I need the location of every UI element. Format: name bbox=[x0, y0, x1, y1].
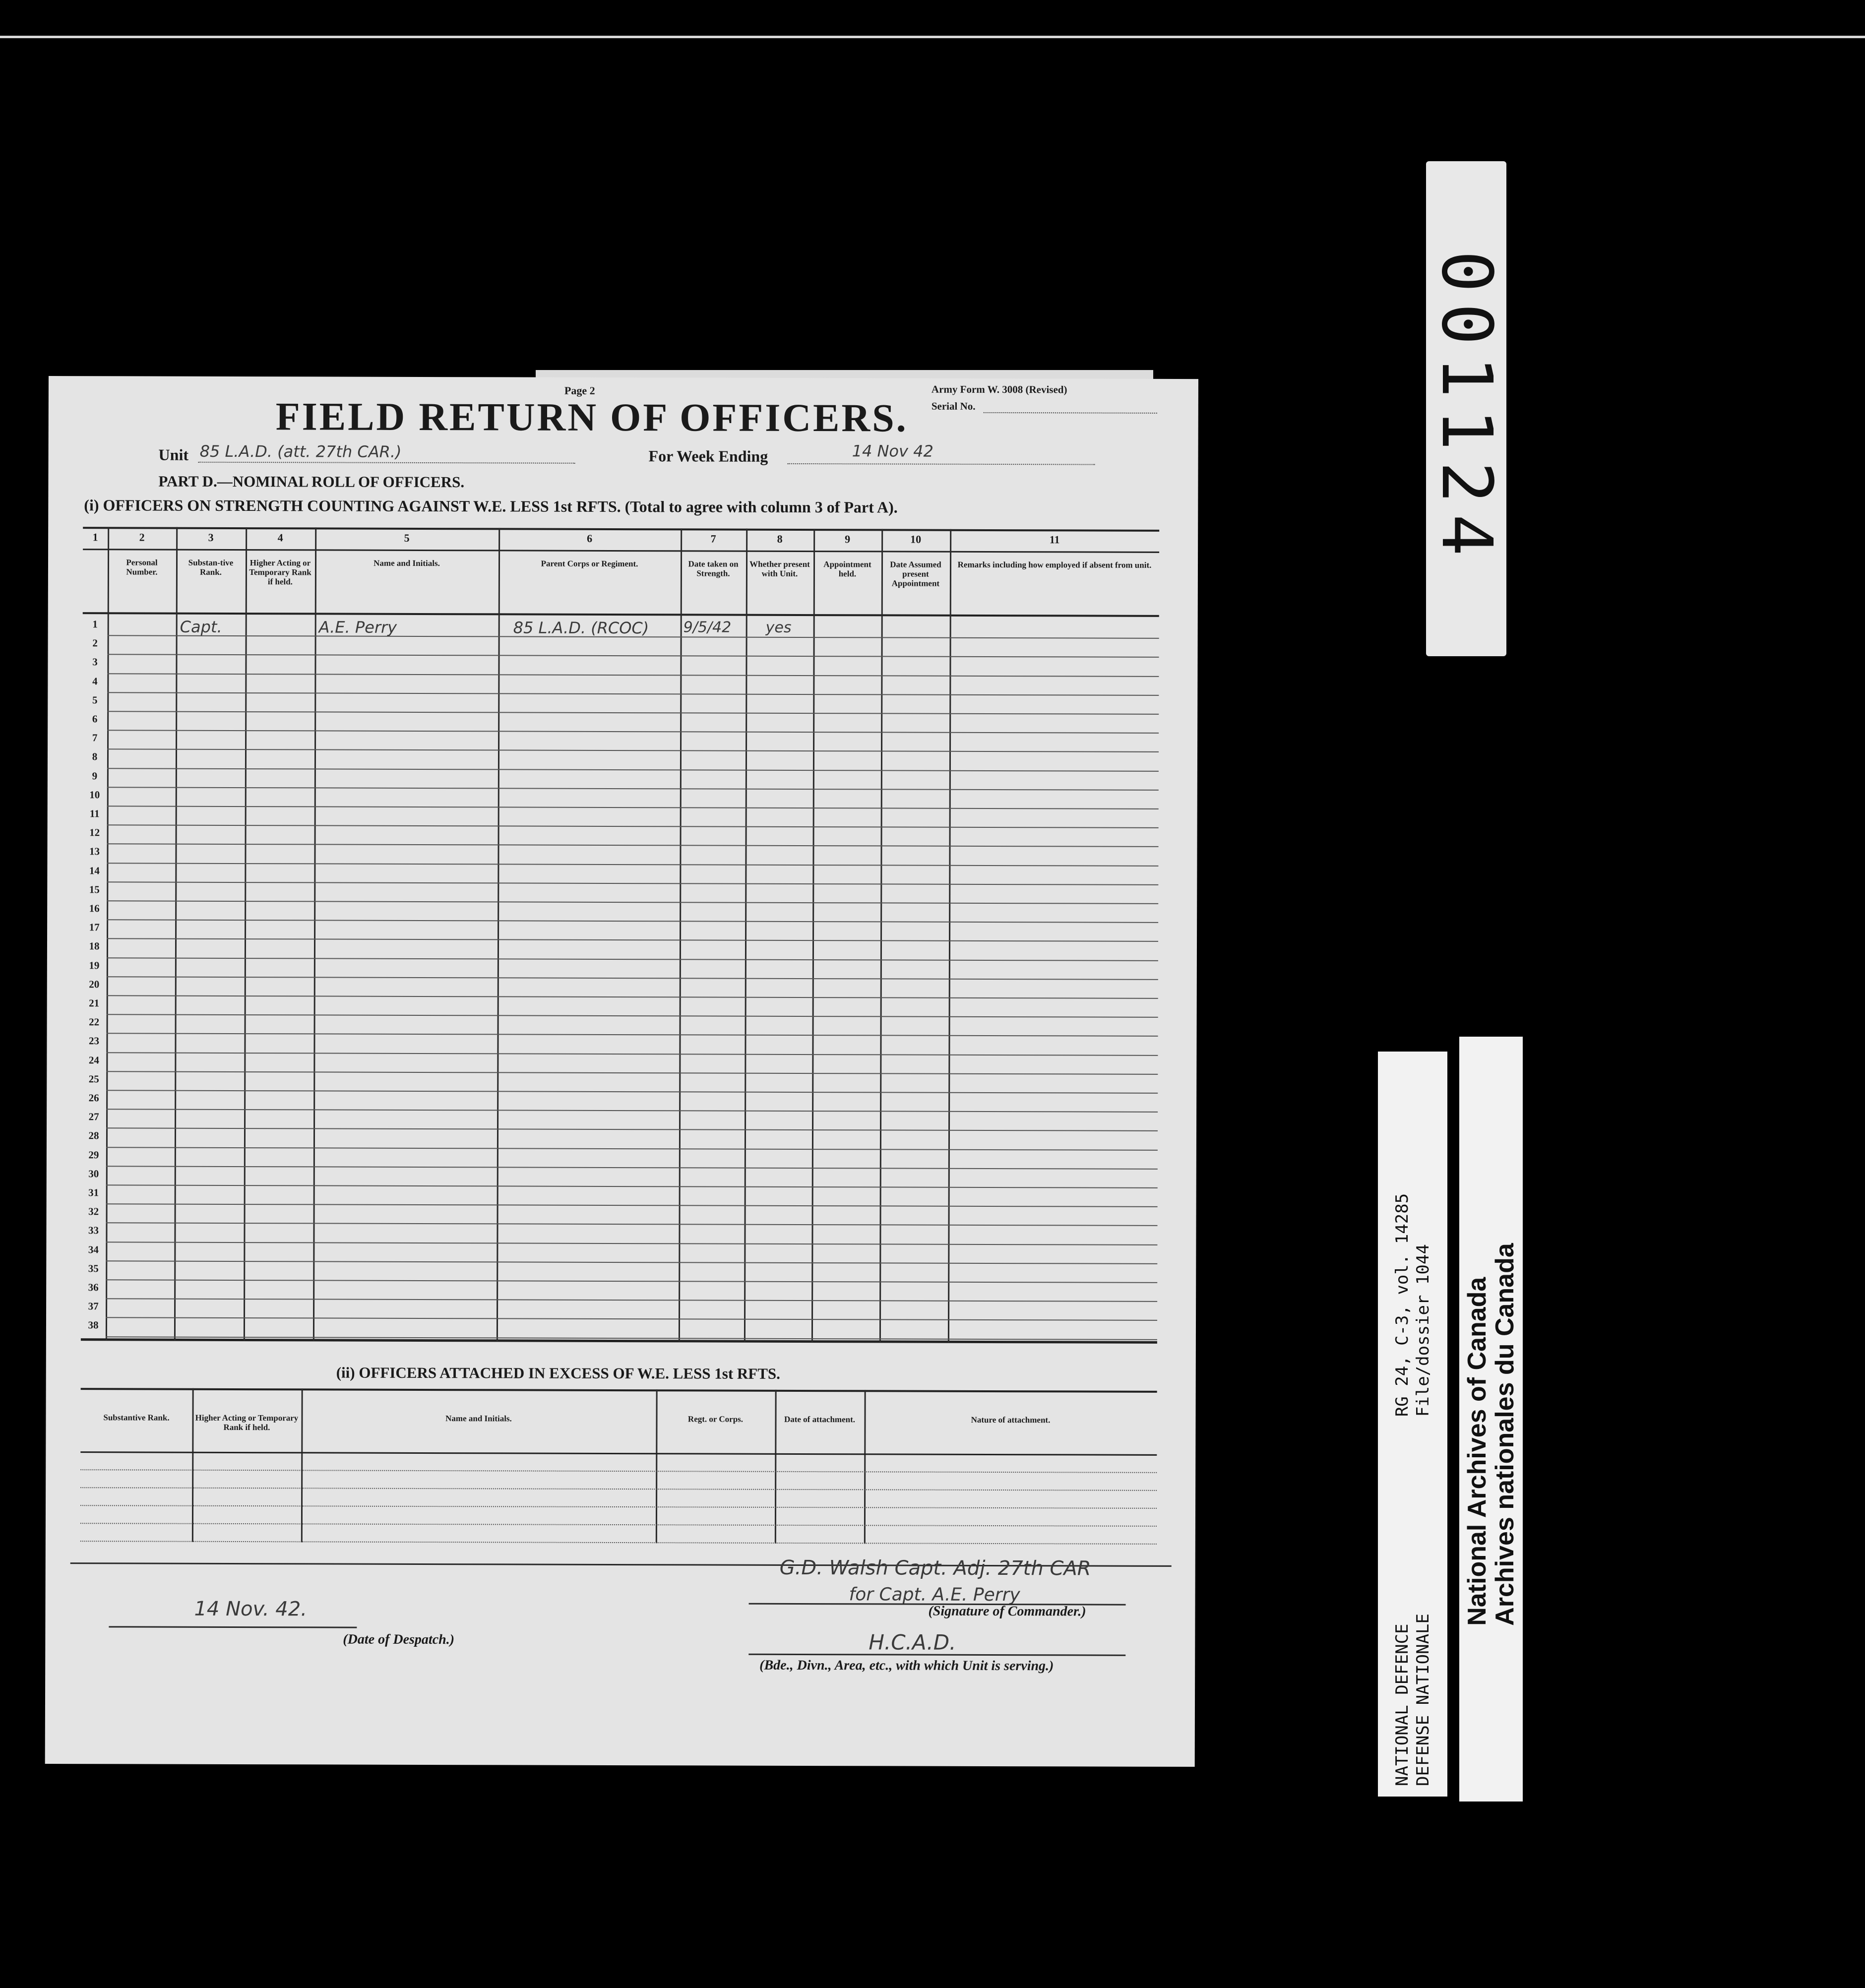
part-d-heading: PART D.—NOMINAL ROLL OF OFFICERS. bbox=[158, 472, 465, 491]
despatch-caption: (Date of Despatch.) bbox=[343, 1631, 455, 1648]
row-rule bbox=[107, 730, 1159, 734]
row-rule bbox=[107, 919, 1158, 923]
row-number: 7 bbox=[92, 732, 98, 744]
row-rule bbox=[106, 1071, 1158, 1075]
column-header: Substan-tive Rank. bbox=[188, 558, 234, 577]
entry-corps: 85 L.A.D. (RCOC) bbox=[513, 618, 649, 638]
column-divider bbox=[811, 529, 815, 1342]
attached-row-rule bbox=[80, 1469, 1157, 1473]
row-number: 8 bbox=[92, 750, 98, 763]
column-divider bbox=[174, 527, 178, 1341]
column-header: Higher Acting or Temporary Rank if held. bbox=[249, 558, 311, 587]
page-number: Page 2 bbox=[564, 384, 595, 397]
column-header: Date taken on Strength. bbox=[688, 559, 739, 578]
serial-field-line bbox=[984, 412, 1157, 414]
row-rule bbox=[106, 1184, 1158, 1188]
row-number: 9 bbox=[92, 769, 98, 782]
archive-reference-label bbox=[1378, 1052, 1447, 1797]
despatch-line bbox=[109, 1626, 357, 1628]
formation-value: H.C.A.D. bbox=[869, 1630, 956, 1655]
row-rule bbox=[107, 768, 1159, 772]
attached-header-rule bbox=[80, 1451, 1157, 1456]
row-rule bbox=[106, 1109, 1158, 1113]
row-rule bbox=[107, 863, 1158, 867]
row-number: 20 bbox=[89, 978, 100, 991]
column-header: Parent Corps or Regiment. bbox=[541, 559, 638, 569]
row-number: 4 bbox=[92, 675, 98, 687]
row-number: 5 bbox=[92, 694, 98, 706]
film-edge-line bbox=[0, 36, 1865, 38]
row-rule bbox=[107, 881, 1158, 885]
section-1-heading: (i) OFFICERS ON STRENGTH COUNTING AGAINST W.E. LESS 1st RFTS. (Total to agree with column 3 of Part A). bbox=[84, 496, 898, 516]
row-rule bbox=[107, 995, 1158, 999]
row-number: 32 bbox=[88, 1205, 99, 1218]
row-rule bbox=[106, 1203, 1158, 1207]
row-rule bbox=[107, 900, 1158, 904]
row-number: 38 bbox=[88, 1319, 99, 1331]
column-number: 4 bbox=[277, 531, 283, 544]
entry-rank: Capt. bbox=[180, 617, 222, 636]
row-rule bbox=[106, 1166, 1158, 1170]
column-number: 5 bbox=[404, 531, 410, 544]
row-rule bbox=[107, 976, 1158, 980]
officers-attached-table bbox=[80, 1388, 1157, 1545]
row-rule bbox=[106, 1090, 1158, 1094]
row-rule bbox=[106, 1279, 1157, 1283]
entry-present: yes bbox=[765, 619, 792, 636]
row-number: 17 bbox=[89, 921, 100, 933]
institution-line-1: National Archives of Canada bbox=[1463, 1277, 1492, 1626]
row-number: 30 bbox=[88, 1168, 99, 1180]
week-ending-value: 14 Nov 42 bbox=[852, 441, 933, 461]
attached-column-header: Nature of attachment. bbox=[971, 1415, 1051, 1425]
row-rule bbox=[107, 787, 1159, 791]
column-divider bbox=[744, 529, 747, 1342]
signature-line-1: G.D. Walsh Capt. Adj. 27th CAR bbox=[779, 1556, 1091, 1580]
attached-column-divider bbox=[775, 1390, 777, 1544]
department-line-2: DEFENSE NATIONALE bbox=[1413, 1613, 1433, 1786]
row-number: 23 bbox=[88, 1035, 100, 1047]
column-number: 1 bbox=[92, 531, 98, 544]
attached-top-rule bbox=[81, 1388, 1157, 1393]
institution-text bbox=[1463, 1243, 1519, 1626]
row-rule bbox=[106, 1223, 1158, 1227]
attached-column-header: Regt. or Corps. bbox=[687, 1414, 744, 1424]
row-rule bbox=[106, 1317, 1157, 1321]
unit-field-line bbox=[198, 462, 575, 464]
column-number: 3 bbox=[208, 531, 214, 544]
row-number: 26 bbox=[88, 1092, 99, 1104]
attached-row-rule bbox=[80, 1541, 1157, 1545]
row-rule bbox=[107, 711, 1159, 715]
row-number: 31 bbox=[88, 1186, 99, 1199]
form-page bbox=[45, 376, 1198, 1767]
department-text bbox=[1392, 1614, 1433, 1786]
unit-label: Unit bbox=[158, 445, 189, 464]
row-number: 19 bbox=[89, 959, 100, 971]
row-number: 1 bbox=[92, 618, 98, 630]
institution-line-2: Archives nationales du Canada bbox=[1491, 1243, 1519, 1626]
row-number: 24 bbox=[88, 1054, 99, 1066]
column-divider bbox=[244, 527, 247, 1341]
row-rule bbox=[106, 1052, 1158, 1056]
column-header: Date Assumed present Appointment bbox=[890, 559, 941, 588]
row-number: 27 bbox=[88, 1111, 99, 1123]
row-number: 15 bbox=[89, 883, 100, 896]
column-divider bbox=[497, 528, 500, 1341]
column-number: 9 bbox=[845, 533, 851, 546]
reference-line-2: File/dossier 1044 bbox=[1413, 1243, 1433, 1417]
unit-value: 85 L.A.D. (att. 27th CAR.) bbox=[199, 441, 402, 461]
attached-row-rule bbox=[80, 1505, 1157, 1509]
row-rule bbox=[107, 749, 1159, 753]
column-number: 11 bbox=[1049, 533, 1060, 546]
formation-caption: (Bde., Divn., Area, etc., with which Unit is serving.) bbox=[759, 1657, 1054, 1674]
column-header: Name and Initials. bbox=[373, 558, 440, 568]
row-rule bbox=[107, 824, 1159, 828]
attached-column-divider bbox=[192, 1388, 194, 1542]
column-number: 8 bbox=[777, 532, 783, 545]
row-number: 29 bbox=[88, 1148, 99, 1161]
attached-column-header: Substantive Rank. bbox=[103, 1413, 170, 1423]
attached-column-header: Date of attachment. bbox=[784, 1414, 856, 1425]
row-rule bbox=[107, 692, 1159, 696]
row-number: 33 bbox=[88, 1224, 99, 1237]
row-number: 36 bbox=[88, 1281, 99, 1294]
row-rule bbox=[108, 654, 1159, 658]
column-header: Whether present with Unit. bbox=[749, 559, 810, 578]
row-number: 14 bbox=[89, 864, 100, 876]
officers-on-strength-table bbox=[81, 527, 1159, 1343]
row-rule bbox=[107, 1014, 1158, 1018]
row-number: 35 bbox=[88, 1262, 99, 1275]
column-divider bbox=[313, 527, 316, 1341]
entry-name: A.E. Perry bbox=[318, 618, 397, 637]
row-rule bbox=[107, 1033, 1158, 1037]
row-rule bbox=[106, 1242, 1157, 1245]
row-rule bbox=[107, 806, 1159, 809]
row-number: 13 bbox=[89, 845, 100, 858]
frame-number: 001124 bbox=[1426, 250, 1507, 567]
row-number: 11 bbox=[89, 808, 100, 820]
reference-line-1: RG 24, C-3, vol. 14285 bbox=[1392, 1193, 1412, 1417]
signature-line-2: for Capt. A.E. Perry bbox=[849, 1584, 1020, 1606]
column-header: Appointment held. bbox=[823, 559, 871, 579]
column-number: 6 bbox=[587, 532, 593, 545]
section-2-heading: (ii) OFFICERS ATTACHED IN EXCESS OF W.E. LESS 1st RFTS. bbox=[336, 1364, 780, 1382]
row-number: 6 bbox=[92, 713, 98, 725]
column-header: Remarks including how employed if absent from unit. bbox=[957, 559, 1152, 570]
row-rule bbox=[107, 957, 1158, 961]
column-number: 7 bbox=[710, 532, 716, 545]
attached-column-divider bbox=[301, 1388, 303, 1542]
entry-date: 9/5/42 bbox=[683, 619, 732, 636]
row-rule bbox=[106, 1260, 1157, 1264]
frame-number-stamp bbox=[1426, 161, 1506, 656]
row-rule bbox=[107, 844, 1159, 848]
row-number: 3 bbox=[92, 656, 98, 668]
row-number: 34 bbox=[88, 1243, 99, 1255]
attached-row-rule bbox=[80, 1487, 1157, 1491]
attached-column-divider bbox=[864, 1390, 866, 1544]
attached-column-header: Higher Acting or Temporary Rank if held. bbox=[195, 1413, 299, 1432]
attached-column-header: Name and Initials. bbox=[445, 1414, 512, 1424]
signature-caption: (Signature of Commander.) bbox=[928, 1603, 1086, 1619]
header-bottom-rule bbox=[83, 612, 1159, 617]
row-rule bbox=[106, 1147, 1158, 1151]
row-rule bbox=[106, 1128, 1158, 1132]
row-number: 37 bbox=[88, 1300, 99, 1312]
row-number: 12 bbox=[89, 826, 100, 839]
attached-row-rule bbox=[80, 1523, 1157, 1527]
column-divider bbox=[948, 529, 951, 1343]
week-field-line bbox=[788, 463, 1095, 465]
serial-label: Serial No. bbox=[931, 400, 976, 412]
column-header: Personal Number. bbox=[126, 558, 158, 577]
row-number: 16 bbox=[89, 902, 100, 915]
week-ending-label: For Week Ending bbox=[648, 447, 768, 465]
form-title: FIELD RETURN OF OFFICERS. bbox=[275, 395, 908, 440]
reference-text bbox=[1392, 1193, 1433, 1417]
attached-column-divider bbox=[656, 1389, 658, 1543]
army-form-id: Army Form W. 3008 (Revised) bbox=[931, 383, 1067, 396]
row-number: 25 bbox=[88, 1073, 99, 1085]
column-divider bbox=[679, 528, 682, 1342]
column-number: 10 bbox=[910, 533, 922, 546]
row-rule bbox=[107, 938, 1158, 942]
archive-institution-label bbox=[1459, 1037, 1523, 1802]
row-number: 18 bbox=[89, 940, 100, 952]
row-number: 10 bbox=[89, 789, 100, 801]
formation-line bbox=[748, 1654, 1125, 1656]
column-divider bbox=[879, 529, 883, 1342]
row-rule bbox=[106, 1298, 1157, 1302]
row-number: 2 bbox=[92, 637, 98, 649]
column-number: 2 bbox=[139, 531, 145, 544]
row-number: 21 bbox=[89, 997, 100, 1009]
row-number: 28 bbox=[88, 1129, 99, 1142]
header-num-rule bbox=[83, 549, 1159, 553]
department-line-1: NATIONAL DEFENCE bbox=[1392, 1623, 1412, 1786]
row-number: 22 bbox=[89, 1016, 100, 1028]
row-rule bbox=[107, 673, 1159, 677]
despatch-date-value: 14 Nov. 42. bbox=[194, 1597, 308, 1621]
